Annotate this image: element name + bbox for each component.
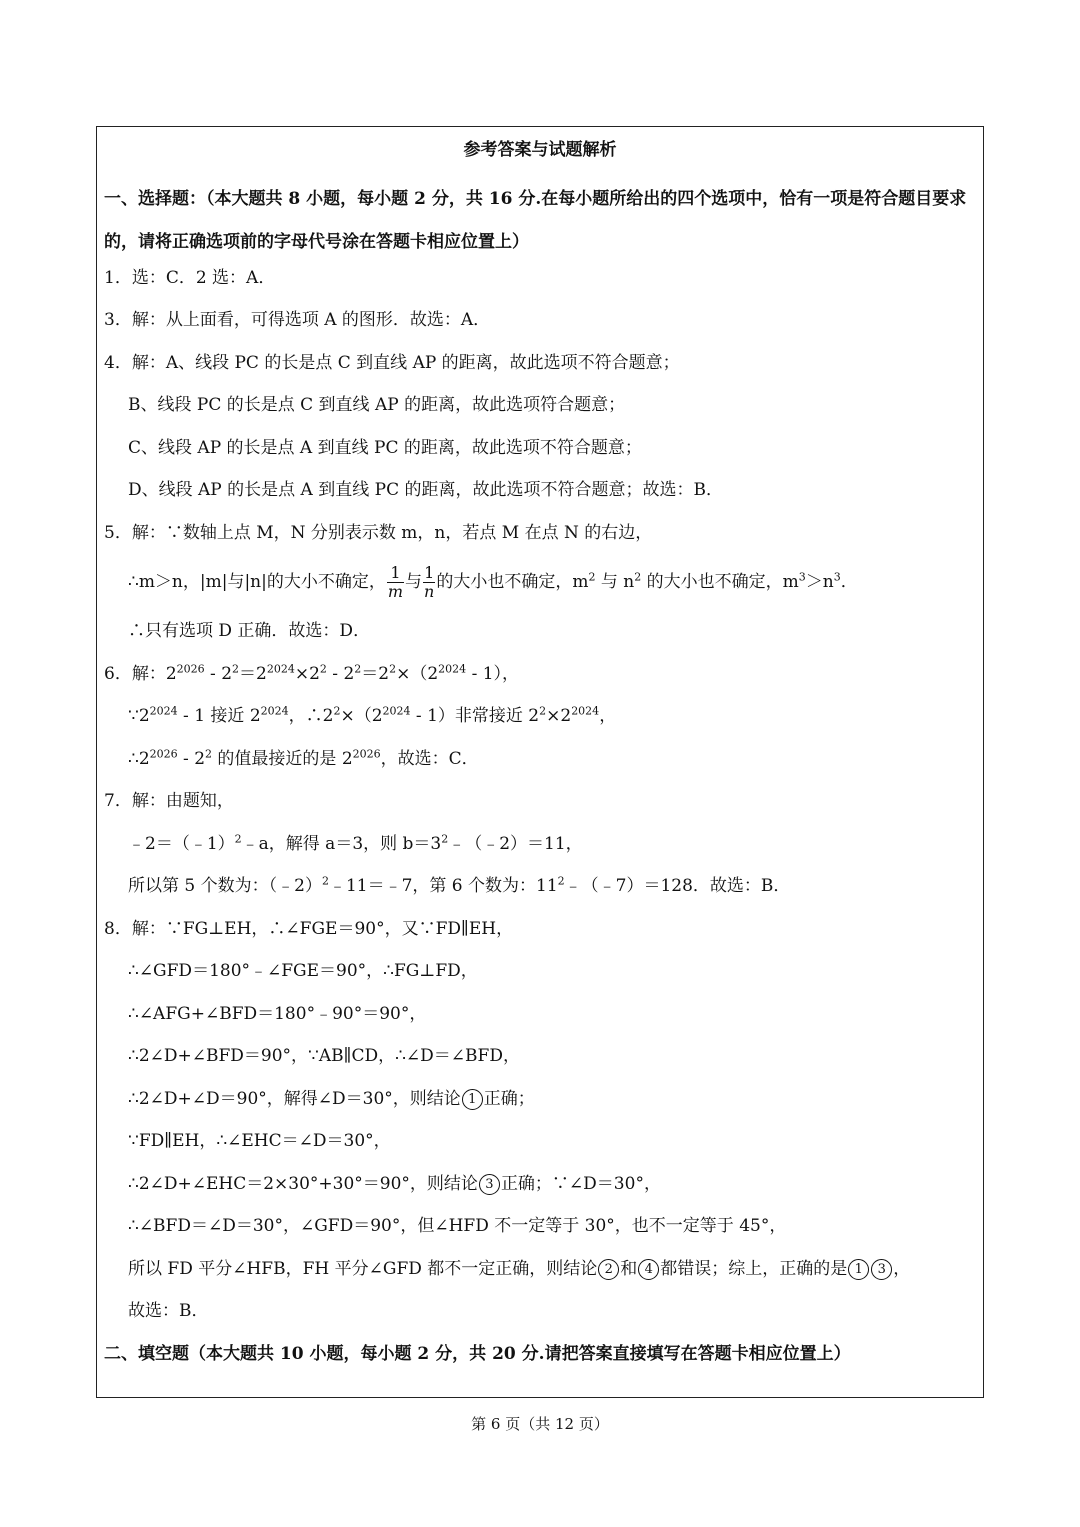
answer-q7-line1: 7．解：由题知， (104, 791, 234, 811)
answer-q3: 3．解：从上面看，可得选项 A 的图形．故选：A． (104, 310, 491, 330)
page-footer: 第 6 页（共 12 页） (471, 1415, 609, 1433)
answer-q6-line3: $\therefore 2^{2026} - 2^2$ 的值最接近的是 $2^{2026}$，故选：C． (128, 747, 479, 769)
fraction-one-over-m: $\frac{1}{m}$ (387, 563, 404, 601)
answer-q4-c: C、线段 AP 的长是点 A 到直线 PC 的距离，故此选项不符合题意； (128, 438, 642, 458)
answer-q7-line2: ﹣2＝（﹣1）$^2$﹣a，解得 a＝3，则 $b=3^2﹣(﹣2)=11$， (128, 832, 583, 854)
answer-q8-line2: ∴∠GFD＝180°﹣∠FGE＝90°，∴FG⊥FD， (128, 961, 478, 981)
circled-number-4: 4 (638, 1259, 659, 1280)
answer-q1-q2: 1．选：C．2 选：A． (104, 268, 276, 288)
answer-q5-line1: 5．解：∵数轴上点 M，N 分别表示数 m，n，若点 M 在点 N 的右边， (104, 523, 653, 543)
circled-number-1: 1 (462, 1089, 483, 1110)
answer-q8-line8: ∴∠BFD＝∠D＝30°，∠GFD＝90°，但∠HFD 不一定等于 30°，也不一定等于 45°， (128, 1216, 787, 1236)
circled-number-3: 3 (479, 1174, 500, 1195)
circled-number-2: 2 (598, 1259, 619, 1280)
answer-q4-a: 4．解：A、线段 PC 的长是点 C 到直线 AP 的距离，故此选项不符合题意； (104, 353, 680, 373)
answer-q8-line3: ∴∠AFG+∠BFD＝180°﹣90°＝90°， (128, 1004, 427, 1024)
answer-q4-d: D、线段 AP 的长是点 A 到直线 PC 的距离，故此选项不符合题意；故选：B． (128, 480, 723, 500)
section1-heading: 一、选择题：（本大题共 8 小题，每小题 2 分，共 16 分.在每小题所给出的四个选项中，恰有一项是符合题目要求的，请将正确选项前的字母代号涂在答题卡相应位置上） (104, 189, 967, 252)
answer-q8-line4: ∴2∠D+∠BFD＝90°，∵AB∥CD，∴∠D＝∠BFD， (128, 1046, 520, 1066)
answer-q8-line7: ∴2∠D+∠EHC＝2×30°+30°＝90°，则结论 3 正确；∵∠D＝30°， (128, 1174, 661, 1194)
fraction-one-over-n: $\frac{1}{n}$ (424, 563, 435, 601)
answer-q7-line3: 所以第 5 个数为：（﹣2）$^2$﹣11＝﹣7，第 6 个数为：$11^2﹣(﹣7)=128$．故选：B． (128, 874, 791, 896)
answer-q8-line1: 8．解：∵FG⊥EH，∴∠FGE＝90°，又∵FD∥EH， (104, 919, 514, 939)
answer-q5-line3: ∴只有选项 D 正确．故选：D． (128, 621, 371, 641)
answer-q8-line10: 故选：B． (128, 1301, 209, 1321)
page-title: 参考答案与试题解析 (463, 140, 617, 160)
circled-number-3: 3 (871, 1259, 892, 1280)
answer-q8-line6: ∵FD∥EH，∴∠EHC＝∠D＝30°， (128, 1131, 391, 1151)
section2-heading: 二、填空题（本大题共 10 小题，每小题 2 分，共 20 分.请把答案直接填写在答题卡相应位置上） (104, 1344, 851, 1364)
answer-q4-b: B、线段 PC 的长是点 C 到直线 AP 的距离，故此选项符合题意； (128, 395, 626, 415)
circled-number-1: 1 (848, 1259, 869, 1280)
answer-q6-line1: 6．解：$2^{2026} - 2^2=2^{2024}\times 2^2 - 2^2=2^2\times(2^{2024} - 1)$， (104, 662, 520, 684)
answer-q6-line2: $\because 2^{2024} - 1$ 接近 $2^{2024}$，$\therefore 2^2\times(2^{2024} - 1)$非常接近 $2^2\times 2^{2024}$， (128, 704, 617, 726)
answer-q8-line9: 所以 FD 平分∠HFB，FH 平分∠GFD 都不一定正确，则结论 2 和 4 都错误；综上，正确的是 1 3 ， (128, 1259, 911, 1279)
answer-q8-line5: ∴2∠D+∠D＝90°，解得∠D＝30°，则结论 1 正确； (128, 1089, 535, 1109)
answer-q5-line2: ∴m＞n，|m|与|n|的大小不确定， $\frac{1}{m}$ 与 $\frac{1}{n}$ 的大小也不确定，$m^2$ 与 $n^2$ 的大小也不确定，$m^3>n^3$． (128, 563, 858, 601)
